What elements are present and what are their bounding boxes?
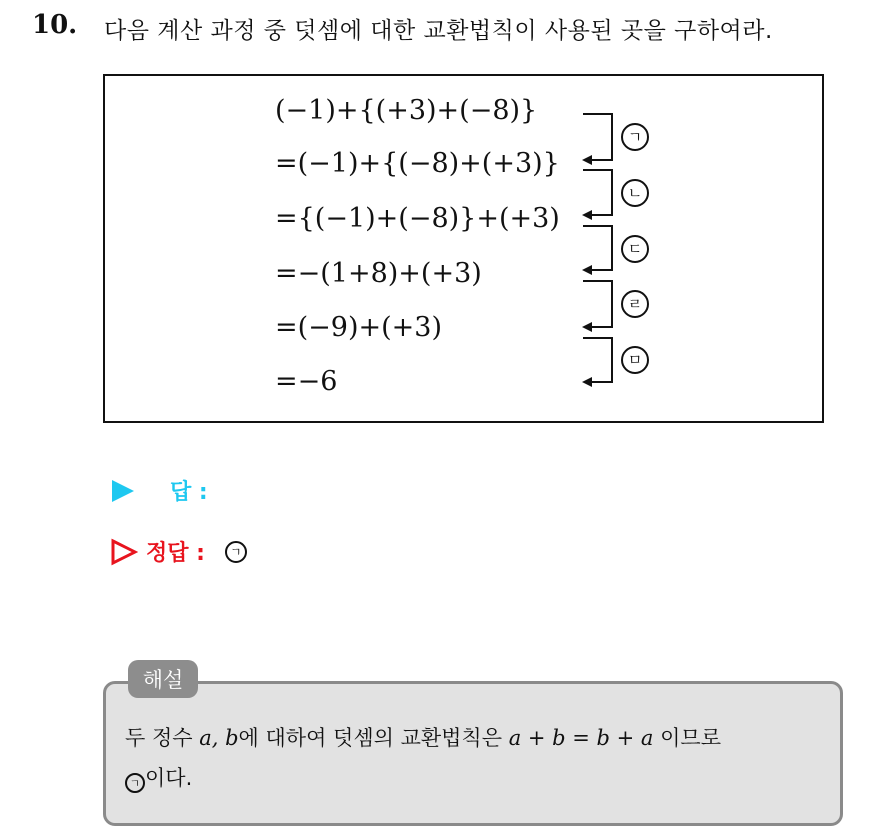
marker-nieun: ㄴ	[621, 179, 649, 207]
play-icon	[110, 478, 136, 504]
explanation-text-a: 두 정수	[125, 726, 200, 750]
arrowhead-a	[582, 155, 592, 165]
arrowhead-b	[582, 210, 592, 220]
marker-rieul: ㄹ	[621, 290, 649, 318]
explanation-text-c: 이므로	[653, 726, 721, 750]
explanation-marker: ㄱ	[125, 773, 145, 793]
explanation-line-2	[125, 762, 192, 793]
calc-step-2: =(−1)+{(−8)+(+3)}	[275, 148, 560, 179]
calc-step-4: =−(1+8)+(+3)	[275, 258, 482, 289]
arrowhead-e	[582, 377, 592, 387]
arrowhead-c	[582, 265, 592, 275]
correct-answer-value: ㄱ	[225, 541, 247, 563]
answer-row	[110, 475, 220, 506]
explanation-vars: a, b	[199, 726, 239, 750]
correct-answer-label: 정답 :	[146, 541, 205, 566]
marker-giyeok: ㄱ	[621, 123, 649, 151]
arrow-b	[583, 170, 612, 215]
arrow-e	[583, 338, 612, 382]
question-text: 다음 계산 과정 중 덧셈에 대한 교환법칙이 사용된 곳을 구하여라.	[104, 18, 773, 44]
arrowhead-d	[582, 322, 592, 332]
arrow-d	[583, 281, 612, 327]
marker-mieum: ㅁ	[621, 346, 649, 374]
explanation-tab: 해설	[128, 660, 198, 698]
explanation-line-1	[125, 722, 721, 752]
explanation-text-b: 에 대하여 덧셈의 교환법칙은	[238, 726, 509, 750]
answer-label: 답 :	[170, 480, 208, 505]
arrow-c	[583, 226, 612, 270]
calc-step-6: =−6	[275, 366, 338, 397]
marker-digeut: ㄷ	[621, 235, 649, 263]
explanation-box	[103, 681, 843, 826]
calc-step-1: (−1)+{(+3)+(−8)}	[275, 95, 538, 126]
calc-step-5: =(−9)+(+3)	[275, 312, 442, 343]
calc-step-3: ={(−1)+(−8)}+(+3)	[275, 203, 560, 234]
arrow-a	[583, 114, 612, 160]
explanation-text-d: 이다.	[145, 766, 193, 790]
question-number: 10.	[32, 10, 78, 40]
explanation-formula: a + b = b + a	[508, 726, 654, 750]
play-outline-icon	[110, 538, 138, 566]
correct-answer-row	[110, 536, 247, 567]
